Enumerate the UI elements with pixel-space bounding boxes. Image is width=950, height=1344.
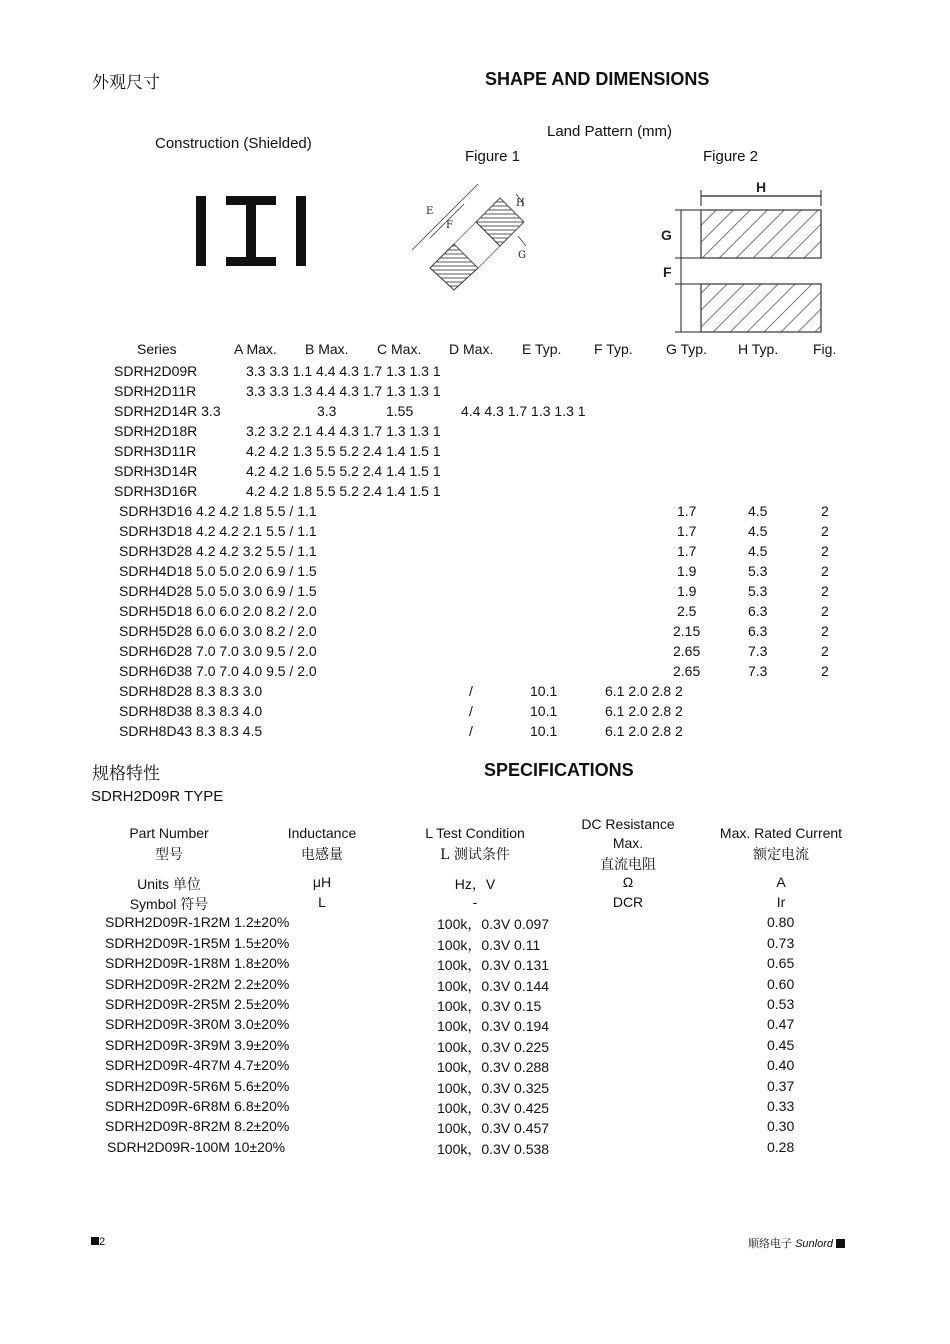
table-row <box>0 1139 950 1159</box>
col-dc-resistance: DC Resistance <box>581 816 675 832</box>
table-row <box>0 603 950 623</box>
h-cell: 6.3 <box>748 623 768 639</box>
type-label: SDRH2D09R TYPE <box>91 788 224 805</box>
g-cell: 2.15 <box>673 623 701 639</box>
fig-cell: 2 <box>821 503 829 519</box>
series-cell: SDRH8D38 8.3 8.3 4.0 <box>119 703 263 719</box>
footer-brand <box>748 1235 845 1251</box>
part-cell: SDRH2D09R-6R8M 6.8±20% <box>105 1098 290 1114</box>
series-cell: SDRH2D11R <box>114 383 197 399</box>
brand-cn: 顺络电子 <box>748 1237 792 1250</box>
e-cell: 10.1 <box>530 723 558 739</box>
series-cell: SDRH2D14R 3.3 <box>114 403 221 419</box>
construction-drawing <box>190 190 315 270</box>
h-cell: 7.3 <box>748 643 768 659</box>
symbol-label: Symbol 符号 <box>129 896 209 912</box>
part-cell: SDRH2D09R-8R2M 8.2±20% <box>105 1118 290 1134</box>
series-cell: SDRH5D28 6.0 6.0 3.0 8.2 / 2.0 <box>119 623 317 639</box>
values-cell: 3.3 3.3 1.1 4.4 4.3 1.7 1.3 1.3 1 <box>246 363 441 379</box>
table-row <box>0 683 950 703</box>
series-cell: SDRH5D18 6.0 6.0 2.0 8.2 / 2.0 <box>119 603 317 619</box>
current-cell: 0.47 <box>767 1016 795 1032</box>
h-cell: 5.3 <box>748 583 768 599</box>
fig2-letter-f: F <box>663 264 672 280</box>
current-cell: 0.28 <box>767 1139 795 1155</box>
h-cell: 4.5 <box>748 523 768 539</box>
table-row <box>0 503 950 523</box>
series-cell: SDRH8D43 8.3 8.3 4.5 <box>119 723 263 739</box>
current-cell: 0.65 <box>767 955 795 971</box>
table-row <box>0 1098 950 1118</box>
table-row <box>0 643 950 663</box>
col-part-number: Part Number <box>129 825 209 841</box>
part-cell: SDRH2D09R-1R2M 1.2±20% <box>105 914 290 930</box>
symbol-current: Ir <box>776 894 786 910</box>
table-row <box>0 363 950 383</box>
series-cell: SDRH2D18R <box>114 423 198 439</box>
c-cell: 1.55 <box>386 403 414 419</box>
series-cell: SDRH3D28 4.2 4.2 3.2 5.5 / 1.1 <box>119 543 317 559</box>
symbol-inductance: L <box>318 894 326 910</box>
dims-header-g: G Typ. <box>666 341 707 357</box>
table-row <box>0 623 950 643</box>
table-row <box>0 523 950 543</box>
h-cell: 4.5 <box>748 503 768 519</box>
construction-label: Construction (Shielded) <box>155 135 312 152</box>
h-cell: 6.3 <box>748 603 768 619</box>
table-row <box>0 1057 950 1077</box>
brand-en: Sunlord <box>795 1238 833 1250</box>
g-cell: 1.9 <box>677 583 697 599</box>
table-row <box>0 563 950 583</box>
table-row <box>0 955 950 975</box>
table-row <box>0 483 950 503</box>
e-cell: 10.1 <box>530 683 558 699</box>
section-title-cn: 外观尺寸 <box>92 73 160 93</box>
units-test: Hz，V <box>454 876 496 892</box>
fig1-letter-f: F <box>446 220 453 231</box>
col-part-number-cn: 型号 <box>155 847 183 863</box>
current-cell: 0.45 <box>767 1037 795 1053</box>
series-cell: SDRH3D16 4.2 4.2 1.8 5.5 / 1.1 <box>119 503 317 519</box>
d-cell: / <box>469 683 473 699</box>
table-row <box>0 996 950 1016</box>
table-row <box>0 914 950 934</box>
specs-title-en: SPECIFICATIONS <box>484 760 634 780</box>
part-cell: SDRH2D09R-2R5M 2.5±20% <box>105 996 290 1012</box>
fig-cell: 2 <box>821 663 829 679</box>
figure2-label: Figure 2 <box>703 148 759 165</box>
dims-header-series: Series <box>137 341 177 357</box>
symbol-test: - <box>472 894 478 910</box>
table-row <box>0 1037 950 1057</box>
g-cell: 2.65 <box>673 663 701 679</box>
values-cell: 3.2 3.2 2.1 4.4 4.3 1.7 1.3 1.3 1 <box>246 423 441 439</box>
dims-header-e: E Typ. <box>522 341 562 357</box>
series-cell: SDRH4D28 5.0 5.0 3.0 6.9 / 1.5 <box>119 583 317 599</box>
col-inductance: Inductance <box>287 825 357 841</box>
current-cell: 0.40 <box>767 1057 795 1073</box>
page-number: 2 <box>99 1236 106 1248</box>
series-cell: SDRH6D28 7.0 7.0 3.0 9.5 / 2.0 <box>119 643 317 659</box>
series-cell: SDRH3D18 4.2 4.2 2.1 5.5 / 1.1 <box>119 523 317 539</box>
table-row <box>0 543 950 563</box>
current-cell: 0.73 <box>767 935 795 951</box>
values-cell: 4.4 4.3 1.7 1.3 1.3 1 <box>461 403 586 419</box>
col-rated-current-cn: 额定电流 <box>753 847 809 863</box>
series-cell: SDRH2D09R <box>114 363 198 379</box>
e-cell: 10.1 <box>530 703 558 719</box>
fig-cell: 2 <box>821 623 829 639</box>
part-cell: SDRH2D09R-1R8M 1.8±20% <box>105 955 290 971</box>
fig1-letter-e: E <box>426 206 434 217</box>
land-pattern-label: Land Pattern (mm) <box>547 123 673 140</box>
condition-cell: 100k，0.3V 0.538 <box>437 1141 550 1157</box>
part-cell: SDRH2D09R-3R0M 3.0±20% <box>105 1016 290 1032</box>
dims-header-fig: Fig. <box>813 341 837 357</box>
h-cell: 4.5 <box>748 543 768 559</box>
g-cell: 1.7 <box>677 543 697 559</box>
g-cell: 1.7 <box>677 523 697 539</box>
fig1-letter-h: H <box>516 198 525 209</box>
condition-cell: 100k，0.3V 0.425 <box>437 1100 550 1116</box>
table-row <box>0 663 950 683</box>
dims-header-h: H Typ. <box>738 341 779 357</box>
col-test-condition-cn: L 测试条件 <box>440 847 510 863</box>
table-row <box>0 703 950 723</box>
series-cell: SDRH3D11R <box>114 443 197 459</box>
col-rated-current: Max. Rated Current <box>719 825 843 841</box>
fig1-letter-g: G <box>518 250 526 261</box>
units-current: A <box>776 874 786 890</box>
condition-cell: 100k，0.3V 0.144 <box>437 978 550 994</box>
part-cell: SDRH2D09R-2R2M 2.2±20% <box>105 976 290 992</box>
condition-cell: 100k，0.3V 0.131 <box>437 957 550 973</box>
series-cell: SDRH3D14R <box>114 463 198 479</box>
table-row <box>0 423 950 443</box>
table-row <box>0 976 950 996</box>
current-cell: 0.37 <box>767 1078 795 1094</box>
col-inductance-cn: 电感量 <box>301 847 343 863</box>
fig-cell: 2 <box>821 563 829 579</box>
condition-cell: 100k，0.3V 0.325 <box>437 1080 550 1096</box>
section-title-en: SHAPE AND DIMENSIONS <box>485 69 710 89</box>
current-cell: 0.80 <box>767 914 795 930</box>
table-row <box>0 583 950 603</box>
table-row <box>0 1118 950 1138</box>
series-cell: SDRH3D16R <box>114 483 198 499</box>
series-cell: SDRH4D18 5.0 5.0 2.0 6.9 / 1.5 <box>119 563 317 579</box>
values-cell: 6.1 2.0 2.8 2 <box>605 683 683 699</box>
values-cell: 4.2 4.2 1.6 5.5 5.2 2.4 1.4 1.5 1 <box>246 463 441 479</box>
table-row <box>0 935 950 955</box>
fig2-letter-g: G <box>661 227 672 243</box>
condition-cell: 100k，0.3V 0.11 <box>437 937 541 953</box>
series-cell: SDRH8D28 8.3 8.3 3.0 <box>119 683 263 699</box>
col-test-condition: L Test Condition <box>425 825 525 841</box>
part-cell: SDRH2D09R-1R5M 1.5±20% <box>105 935 290 951</box>
g-cell: 1.7 <box>677 503 697 519</box>
dims-header-a: A Max. <box>234 341 277 357</box>
condition-cell: 100k，0.3V 0.15 <box>437 998 542 1014</box>
fig2-letter-h: H <box>756 179 767 195</box>
current-cell: 0.33 <box>767 1098 795 1114</box>
values-cell: 4.2 4.2 1.8 5.5 5.2 2.4 1.4 1.5 1 <box>246 483 441 499</box>
condition-cell: 100k，0.3V 0.225 <box>437 1039 550 1055</box>
table-row <box>0 443 950 463</box>
part-cell: SDRH2D09R-4R7M 4.7±20% <box>105 1057 290 1073</box>
part-cell: SDRH2D09R-5R6M 5.6±20% <box>105 1078 290 1094</box>
specs-title-cn: 规格特性 <box>92 764 160 784</box>
condition-cell: 100k，0.3V 0.457 <box>437 1120 550 1136</box>
dims-header-d: D Max. <box>449 341 494 357</box>
fig-cell: 2 <box>821 543 829 559</box>
g-cell: 2.5 <box>677 603 697 619</box>
series-cell: SDRH6D38 7.0 7.0 4.0 9.5 / 2.0 <box>119 663 317 679</box>
units-label: Units 单位 <box>137 876 201 892</box>
fig-cell: 2 <box>821 583 829 599</box>
g-cell: 1.9 <box>677 563 697 579</box>
square-bullet-icon <box>91 1237 99 1245</box>
values-cell: 6.1 2.0 2.8 2 <box>605 723 683 739</box>
fig-cell: 2 <box>821 523 829 539</box>
table-row <box>0 403 950 423</box>
units-inductance: μH <box>312 874 332 890</box>
h-cell: 5.3 <box>748 563 768 579</box>
col-dc-resistance-cn: 直流电阻 <box>600 857 656 873</box>
table-row <box>0 1078 950 1098</box>
b-cell: 3.3 <box>317 403 337 419</box>
fig-cell: 2 <box>821 603 829 619</box>
values-cell: 4.2 4.2 1.3 5.5 5.2 2.4 1.4 1.5 1 <box>246 443 441 459</box>
d-cell: / <box>469 723 473 739</box>
symbol-dcr: DCR <box>612 894 644 910</box>
table-row <box>0 1016 950 1036</box>
g-cell: 2.65 <box>673 643 701 659</box>
condition-cell: 100k，0.3V 0.288 <box>437 1059 550 1075</box>
footer-page <box>91 1236 105 1248</box>
square-bullet-icon <box>836 1239 845 1248</box>
table-row <box>0 383 950 403</box>
fig-cell: 2 <box>821 643 829 659</box>
units-dcr: Ω <box>622 874 634 890</box>
h-cell: 7.3 <box>748 663 768 679</box>
col-dc-resistance-max: Max. <box>612 835 644 851</box>
table-row <box>0 723 950 743</box>
dims-header-c: C Max. <box>377 341 422 357</box>
table-row <box>0 463 950 483</box>
values-cell: 6.1 2.0 2.8 2 <box>605 703 683 719</box>
figure1-label: Figure 1 <box>465 148 521 165</box>
figure2-drawing <box>655 178 830 336</box>
dims-header-f: F Typ. <box>594 341 633 357</box>
current-cell: 0.53 <box>767 996 795 1012</box>
values-cell: 3.3 3.3 1.3 4.4 4.3 1.7 1.3 1.3 1 <box>246 383 441 399</box>
dims-header-b: B Max. <box>305 341 349 357</box>
condition-cell: 100k，0.3V 0.194 <box>437 1018 550 1034</box>
figure1-drawing <box>408 180 538 292</box>
part-cell: SDRH2D09R-100M 10±20% <box>107 1139 286 1155</box>
current-cell: 0.30 <box>767 1118 795 1134</box>
part-cell: SDRH2D09R-3R9M 3.9±20% <box>105 1037 290 1053</box>
current-cell: 0.60 <box>767 976 795 992</box>
d-cell: / <box>469 703 473 719</box>
condition-cell: 100k，0.3V 0.097 <box>437 916 550 932</box>
